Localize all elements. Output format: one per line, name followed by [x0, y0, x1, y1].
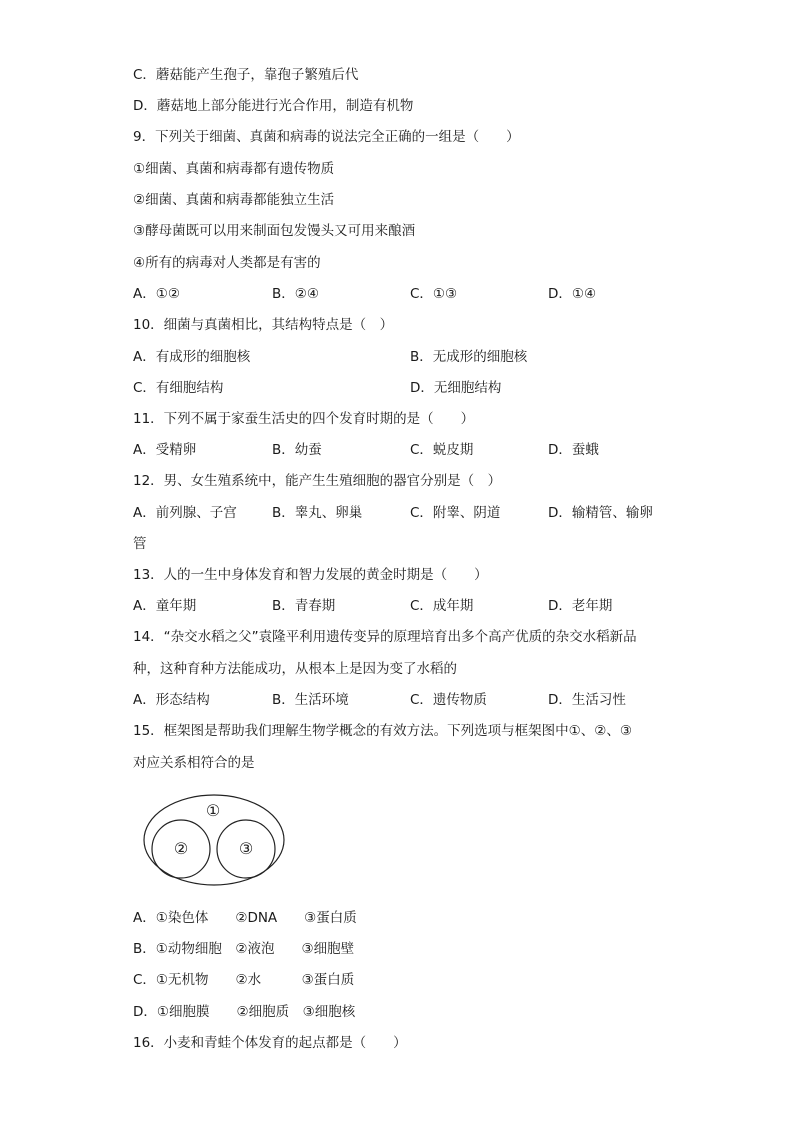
q9-option-b[interactable]: B．②④: [272, 286, 319, 302]
prev-option-d: D．蘑菇地上部分能进行光合作用，制造有机物: [133, 98, 414, 114]
q11-option-b[interactable]: B．幼蚕: [272, 442, 322, 458]
q9-option-a[interactable]: A．①②: [133, 286, 180, 302]
q15-option-a[interactable]: A．①染色体 ②DNA ③蛋白质: [133, 910, 357, 926]
q14-option-d[interactable]: D．生活习性: [548, 692, 626, 708]
q10-stem: 10．细菌与真菌相比，其结构特点是（ ）: [133, 317, 394, 333]
q9-statement-3: ③酵母菌既可以用来制面包发馒头又可用来酿酒: [133, 223, 416, 239]
venn-diagram: [142, 792, 288, 890]
q9-option-c[interactable]: C．①③: [410, 286, 458, 302]
q12-option-d-wrap: 管: [133, 536, 147, 552]
q13-stem: 13．人的一生中身体发育和智力发展的黄金时期是（ ）: [133, 567, 488, 583]
q11-option-d[interactable]: D．蚕蛾: [548, 442, 599, 458]
q14-stem-line-2: 种，这种育种方法能成功，从根本上是因为变了水稻的: [133, 661, 457, 677]
q10-option-d[interactable]: D．无细胞结构: [410, 380, 502, 396]
q11-option-c[interactable]: C．蜕皮期: [410, 442, 474, 458]
q14-option-b[interactable]: B．生活环境: [272, 692, 349, 708]
q11-option-a[interactable]: A．受精卵: [133, 442, 197, 458]
q13-option-d[interactable]: D．老年期: [548, 598, 613, 614]
q15-option-c[interactable]: C．①无机物 ②水 ③蛋白质: [133, 972, 355, 988]
q12-option-b[interactable]: B．睾丸、卵巢: [272, 505, 363, 521]
q10-option-b[interactable]: B．无成形的细胞核: [410, 349, 528, 365]
q12-option-d[interactable]: D．输精管、输卵: [548, 505, 653, 521]
q12-option-c[interactable]: C．附睾、阴道: [410, 505, 501, 521]
q13-option-a[interactable]: A．童年期: [133, 598, 197, 614]
q9-statement-1: ①细菌、真菌和病毒都有遗传物质: [133, 161, 335, 177]
q13-option-b[interactable]: B．青春期: [272, 598, 336, 614]
q9-option-d[interactable]: D．①④: [548, 286, 597, 302]
right-label: ③: [238, 839, 254, 858]
q16-stem: 16．小麦和青蛙个体发育的起点都是（ ）: [133, 1035, 407, 1051]
q15-stem-line-2: 对应关系相符合的是: [133, 755, 255, 771]
q9-stem: 9．下列关于细菌、真菌和病毒的说法完全正确的一组是（ ）: [133, 129, 520, 145]
q14-option-c[interactable]: C．遗传物质: [410, 692, 487, 708]
q9-statement-4: ④所有的病毒对人类都是有害的: [133, 255, 321, 271]
q12-option-a[interactable]: A．前列腺、子宫: [133, 505, 237, 521]
q10-option-c[interactable]: C．有细胞结构: [133, 380, 224, 396]
q12-stem: 12．男、女生殖系统中，能产生生殖细胞的器官分别是（ ）: [133, 473, 502, 489]
q9-statement-2: ②细菌、真菌和病毒都能独立生活: [133, 192, 335, 208]
q15-option-b[interactable]: B．①动物细胞 ②液泡 ③细胞壁: [133, 941, 355, 957]
q15-option-d[interactable]: D．①细胞膜 ②细胞质 ③细胞核: [133, 1004, 356, 1020]
q15-stem-line-1: 15．框架图是帮助我们理解生物学概念的有效方法。下列选项与框架图中①、②、③: [133, 723, 632, 739]
q13-option-c[interactable]: C．成年期: [410, 598, 474, 614]
outer-label: ①: [205, 801, 221, 820]
q14-stem-line-1: 14．“杂交水稻之父”袁隆平利用遗传变异的原理培育出多个高产优质的杂交水稻新品: [133, 629, 637, 645]
left-label: ②: [173, 839, 189, 858]
q14-option-a[interactable]: A．形态结构: [133, 692, 210, 708]
q11-stem: 11．下列不属于家蚕生活史的四个发育时期的是（ ）: [133, 411, 475, 427]
prev-option-c: C．蘑菇能产生孢子，靠孢子繁殖后代: [133, 67, 359, 83]
q10-option-a[interactable]: A．有成形的细胞核: [133, 349, 251, 365]
